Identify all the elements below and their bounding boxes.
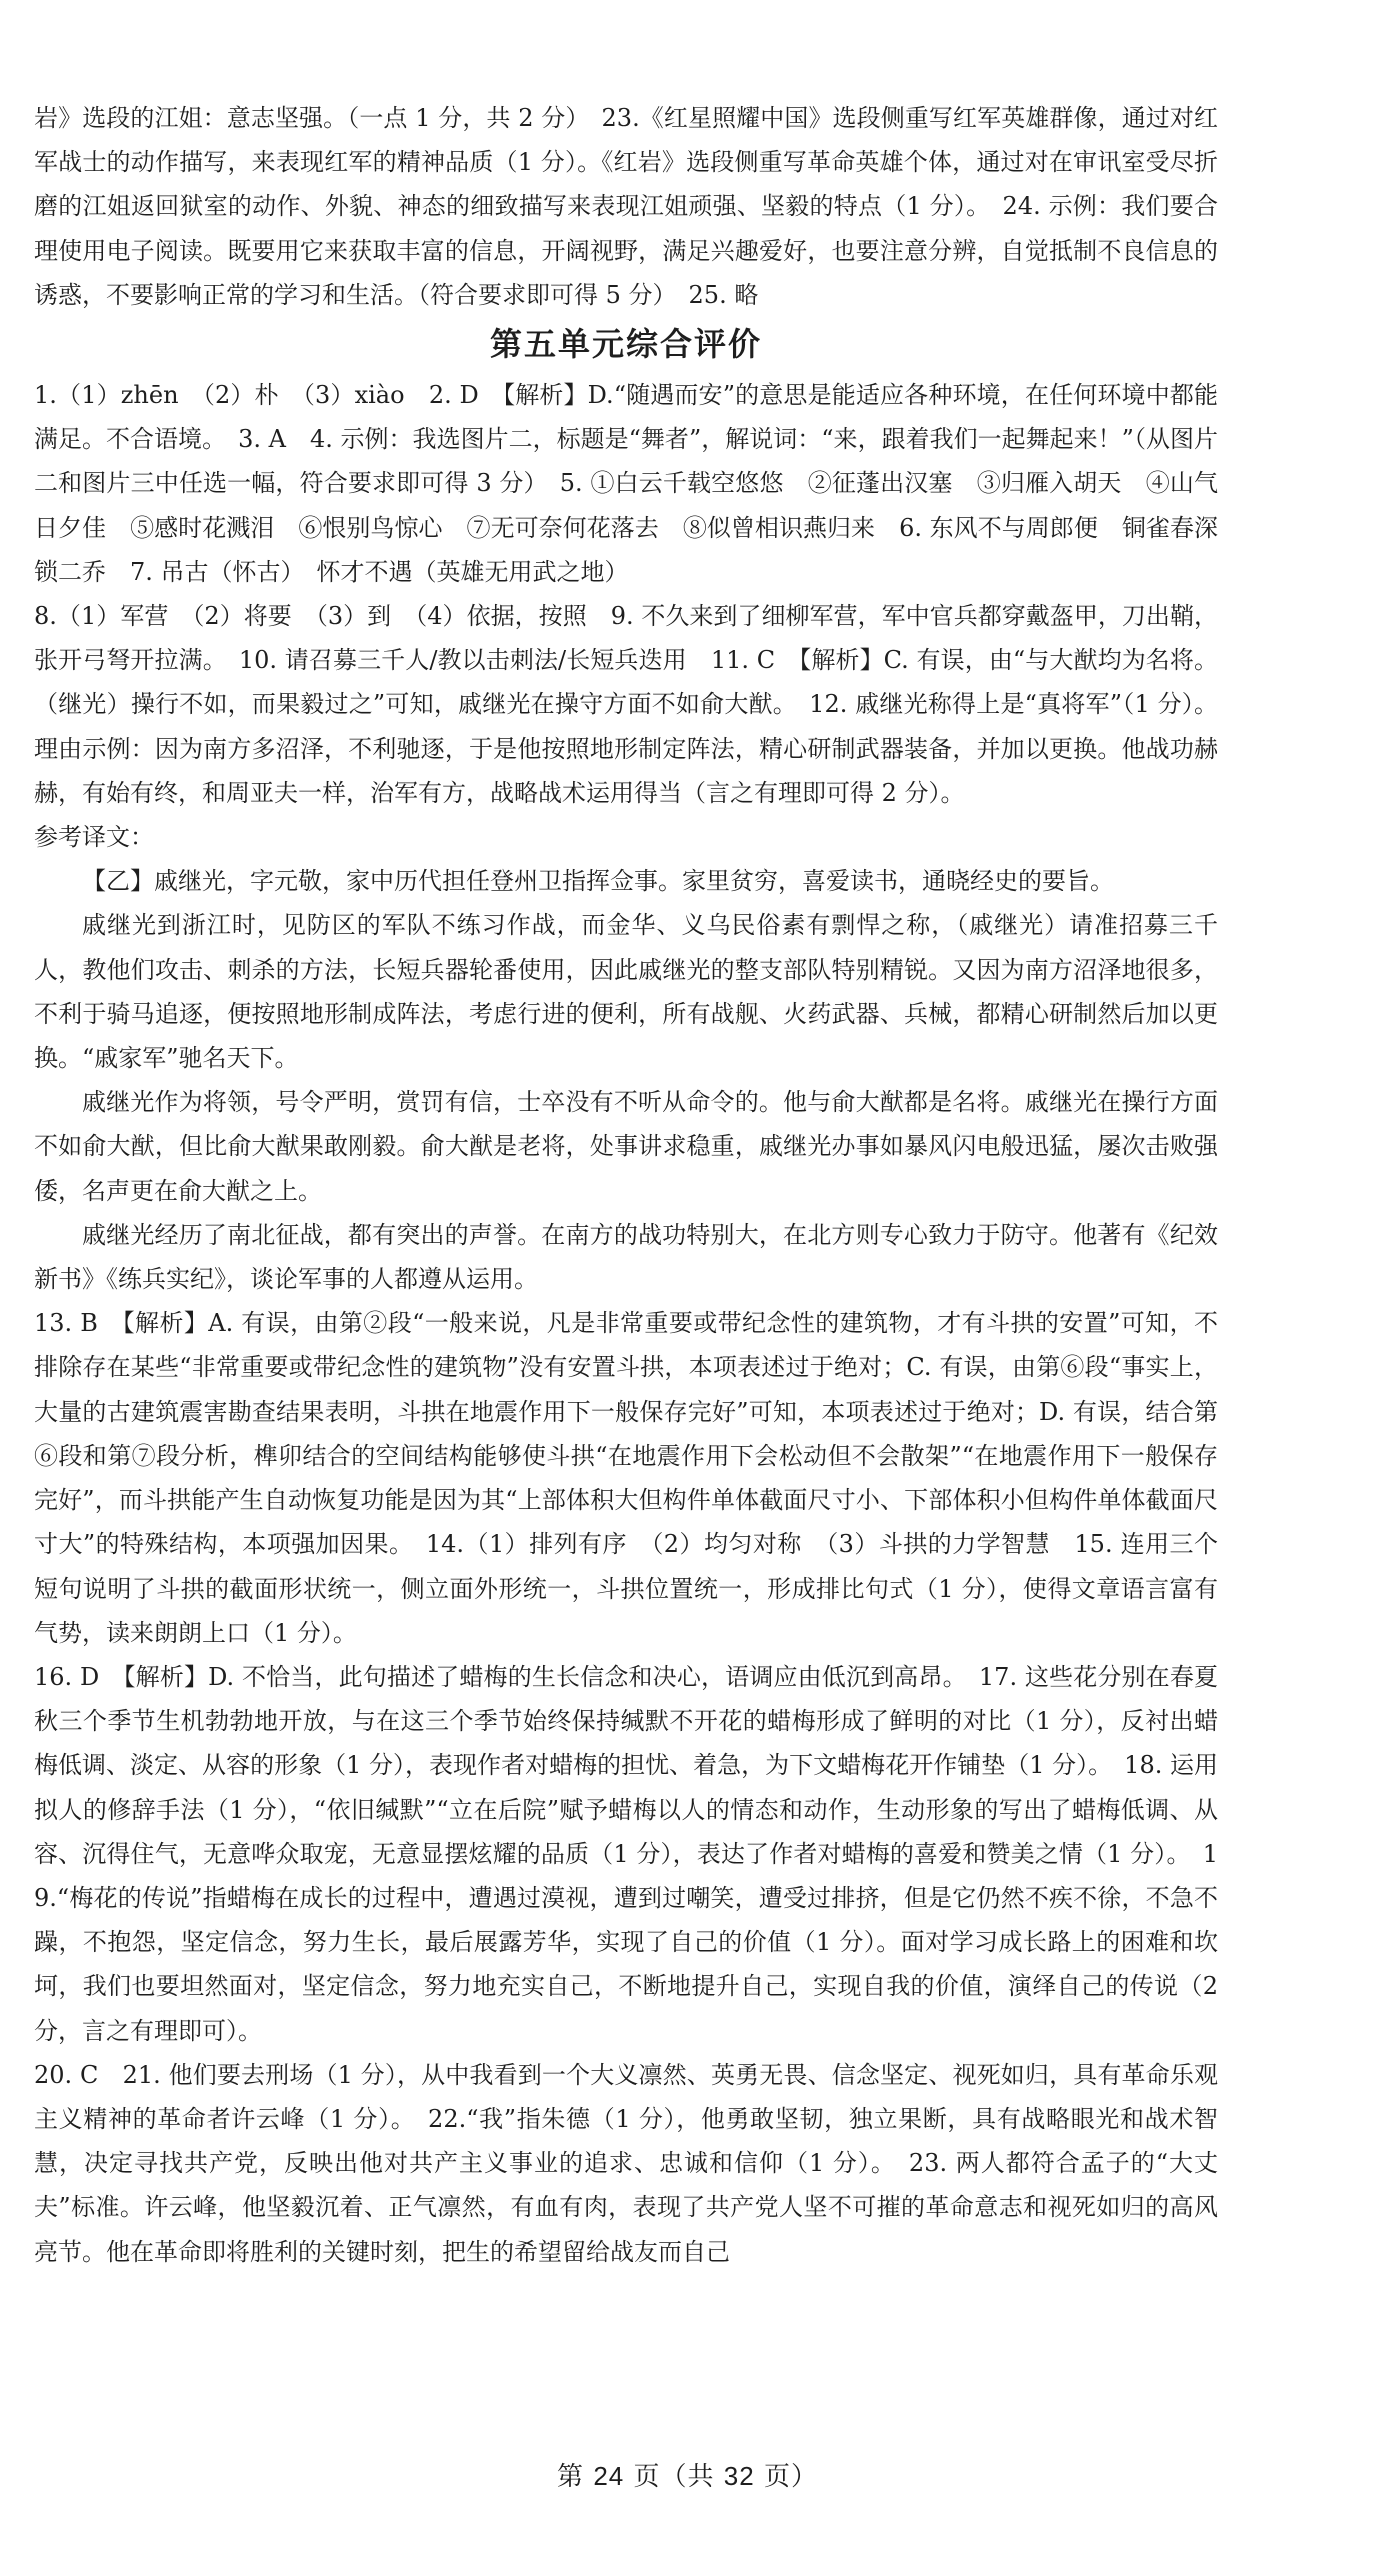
page-footer (0, 2456, 1375, 2493)
page-total: 32 (723, 2461, 755, 2491)
footer-suffix: 页） (754, 2462, 818, 2492)
translation-label: 参考译文： (34, 823, 154, 852)
page-content (34, 96, 1218, 2274)
translation-paragraph: 戚继光经历了南北征战，都有突出的声誉。在南方的战功特别大，在北方则专心致力于防守。他著有《纪效新书》《练兵实纪》，谈论军事的人都遵从运用。 (34, 1220, 1218, 1294)
translation-paragraph: 戚继光到浙江时，见防区的军队不练习作战，而金华、义乌民俗素有剽悍之称，（戚继光）请准招募三千人，教他们攻击、刺杀的方法，长短兵器轮番使用，因此戚继光的整支部队特别精锐。又因为南方沼泽地很多，不利于骑马追逐，便按照地形制成阵法，考虑行进的便利，所有战舰、火药武器、兵械，都精心研制然后加以更换。“戚家军”驰名天下。 (34, 911, 1218, 1073)
paragraph-unit4-answers: 岩》选段的江姐：意志坚强。（一点 1 分，共 2 分） 23.《红星照耀中国》选段侧重写红军英雄群像，通过对红军战士的动作描写，来表现红军的精神品质（1 分）。《红岩》选段侧重写革命英雄个体，通过对在审讯室受尽折磨的江姐返回狱室的动作、外貌、神态的细致描写来表现江姐顽强、坚毅的特点（1 分）。 24. 示例：我们要合理使用电子阅读。既要用它来获取丰富的信息，开阔视野，满足兴趣爱好，也要注意分辨，自觉抵制不良信息的诱惑，不要影响正常的学习和生活。（符合要求即可得 5 分） 25. 略 (34, 104, 1218, 309)
translation-paragraph: 【乙】戚继光，字元敬，家中历代担任登州卫指挥佥事。家里贫穷，喜爱读书，通晓经史的要旨。 (82, 867, 1114, 896)
answers-13-to-15: 13. B 【解析】A. 有误，由第②段“一般来说，凡是非常重要或带纪念性的建筑物，才有斗拱的安置”可知，不排除存在某些“非常重要或带纪念性的建筑物”没有安置斗拱，本项表述过于绝对；C. 有误，由第⑥段“事实上，大量的古建筑震害勘查结果表明，斗拱在地震作用下一般保存完好”可知，本项表述过于绝对；D. 有误，结合第⑥段和第⑦段分析，榫卯结合的空间结构能够使斗拱“在地震作用下会松动但不会散架”“在地震作用下一般保存完好”，而斗拱能产生自动恢复功能是因为其“上部体积大但构件单体截面尺寸小、下部体积小但构件单体截面尺寸大”的特殊结构，本项强加因果。 14.（1）排列有序 （2）均匀对称 （3）斗拱的力学智慧 15. 连用三个短句说明了斗拱的截面形状统一，侧立面外形统一，斗拱位置统一，形成排比句式（1 分），使得文章语言富有气势，读来朗朗上口（1 分）。 (34, 1309, 1218, 1647)
footer-prefix: 第 (557, 2462, 594, 2492)
answers-1-to-7: 1.（1）zhēn （2）朴 （3）xiào 2. D 【解析】D.“随遇而安”的意思是能适应各种环境，在任何环境中都能满足。不合语境。 3. A 4. 示例：我选图片二，标题是“舞者”，解说词：“来，跟着我们一起舞起来！”（从图片二和图片三中任选一幅，符合要求即可得 3 分） 5. ①白云千载空悠悠 ②征蓬出汉塞 ③归雁入胡天 ④山气日夕佳 ⑤感时花溅泪 ⑥恨别鸟惊心 ⑦无可奈何花落去 ⑧似曾相识燕归来 6. 东风不与周郎便 铜雀春深锁二乔 7. 吊古（怀古） 怀才不遇（英雄无用武之地） (34, 381, 1218, 586)
translation-paragraph: 戚继光作为将领，号令严明，赏罚有信，士卒没有不听从命令的。他与俞大猷都是名将。戚继光在操行方面不如俞大猷，但比俞大猷果敢刚毅。俞大猷是老将，处事讲求稳重，戚继光办事如暴风闪电般迅猛，屡次击败强倭，名声更在俞大猷之上。 (34, 1088, 1218, 1205)
footer-middle: 页（共 (624, 2462, 724, 2492)
answers-8-to-12: 8.（1）军营 （2）将要 （3）到 （4）依据，按照 9. 不久来到了细柳军营，军中官兵都穿戴盔甲，刀出鞘，张开弓弩开拉满。 10. 请召募三千人/教以击刺法/长短兵迭用 11. C 【解析】C. 有误，由“与大猷均为名将。（继光）操行不如，而果毅过之”可知，戚继光在操守方面不如俞大猷。 12. 戚继光称得上是“真将军”（1 分）。理由示例：因为南方多沼泽，不利驰逐，于是他按照地形制定阵法，精心研制武器装备，并加以更换。他战功赫赫，有始有终，和周亚夫一样，治军有方，战略战术运用得当（言之有理即可得 2 分）。 (34, 602, 1218, 807)
answers-16-to-19: 16. D 【解析】D. 不恰当，此句描述了蜡梅的生长信念和决心，语调应由低沉到高昂。 17. 这些花分别在春夏秋三个季节生机勃勃地开放，与在这三个季节始终保持缄默不开花的蜡梅形成了鲜明的对比（1 分），反衬出蜡梅低调、淡定、从容的形象（1 分），表现作者对蜡梅的担忧、着急，为下文蜡梅花开作铺垫（1 分）。 18. 运用拟人的修辞手法（1 分），“依旧缄默”“立在后院”赋予蜡梅以人的情态和动作，生动形象的写出了蜡梅低调、从容、沉得住气，无意哗众取宠，无意显摆炫耀的品质（1 分），表达了作者对蜡梅的喜爱和赞美之情（1 分）。 19.“梅花的传说”指蜡梅在成长的过程中，遭遇过漠视，遭到过嘲笑，遭受过排挤，但是它仍然不疾不徐，不急不躁，不抱怨，坚定信念，努力生长，最后展露芳华，实现了自己的价值（1 分）。面对学习成长路上的困难和坎坷，我们也要坦然面对，坚定信念，努力地充实自己，不断地提升自己，实现自我的价值，演绎自己的传说（2 分，言之有理即可）。 (34, 1662, 1218, 2045)
answers-20-to-23: 20. C 21. 他们要去刑场（1 分），从中我看到一个大义凛然、英勇无畏、信念坚定、视死如归，具有革命乐观主义精神的革命者许云峰（1 分）。 22.“我”指朱德（1 分），他勇敢坚韧，独立果断，具有战略眼光和战术智慧，决定寻找共产党，反映出他对共产主义事业的追求、忠诚和信仰（1 分）。 23. 两人都符合孟子的“大丈夫”标准。许云峰，他坚毅沉着、正气凛然，有血有肉，表现了共产党人坚不可摧的革命意志和视死如归的高风亮节。他在革命即将胜利的关键时刻，把生的希望留给战友而自己 (34, 2060, 1218, 2266)
page-number: 24 (593, 2461, 625, 2491)
section-title: 第五单元综合评价 (489, 325, 762, 364)
